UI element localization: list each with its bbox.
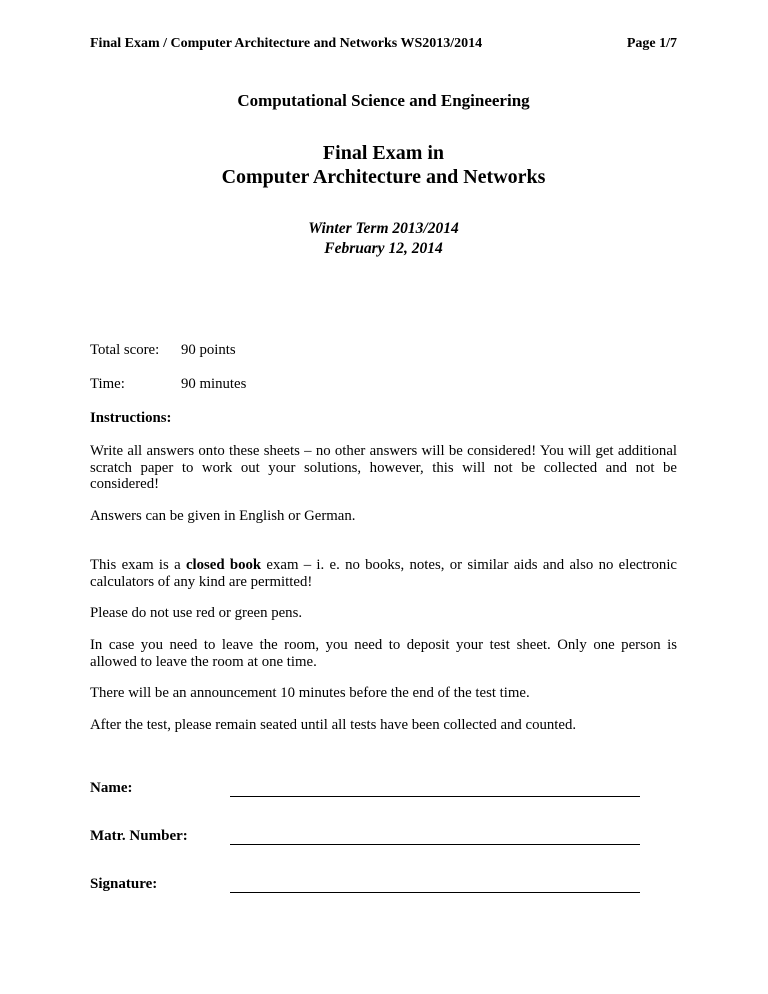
course-title: Computational Science and Engineering: [237, 91, 530, 110]
matr-number-fill-line: [230, 828, 640, 845]
matr-number-field-row: [90, 828, 677, 845]
term-block: [90, 219, 677, 259]
time-label: Time:: [90, 376, 125, 393]
signature-fill-line: [230, 876, 640, 893]
instructions-paragraph-6: There will be an announcement 10 minutes before the end of the test time.: [90, 685, 530, 702]
instructions-paragraph-2: Answers can be given in English or German.: [90, 507, 356, 524]
term-line: Winter Term 2013/2014: [308, 219, 459, 237]
exam-title: [90, 141, 677, 190]
exam-title-line1: Final Exam in: [322, 142, 445, 164]
instructions-heading: Instructions:: [90, 410, 172, 427]
signature-field-label: Signature:: [90, 876, 158, 893]
time-value: 90 minutes: [181, 376, 247, 393]
total-score-value: 90 points: [181, 342, 236, 359]
signature-fields-section: [90, 780, 677, 893]
signature-field-row: [90, 876, 677, 893]
time-row: [90, 376, 677, 393]
date-line: February 12, 2014: [324, 239, 443, 257]
page-number: Page 1/7: [626, 36, 677, 51]
instructions-paragraph-1: Write all answers onto these sheets – no other answers will be considered! You will get additional scratch paper to work out your solutions, however, this will not be collected and not be considered!: [90, 443, 677, 493]
exam-title-line2: Computer Architecture and Networks: [221, 166, 546, 189]
closed-book-prefix: This exam is a: [90, 557, 186, 574]
closed-book-suffix: exam – i. e. no books, notes, or similar aids and also no electronic calculators of any kind are permitted!: [90, 557, 678, 590]
meta-section: [90, 342, 677, 393]
total-score-row: [90, 342, 677, 359]
name-field-label: Name:: [90, 780, 133, 797]
page-header: [90, 36, 677, 52]
name-fill-line: [230, 780, 640, 797]
instructions-paragraph-5: In case you need to leave the room, you need to deposit your test sheet. Only one person is allowed to leave the room at one time.: [90, 637, 677, 670]
total-score-label: Total score:: [90, 342, 160, 359]
instructions-paragraph-7: After the test, please remain seated until all tests have been collected and counted.: [90, 716, 577, 733]
closed-book-bold: closed book: [185, 557, 262, 574]
matr-number-field-label: Matr. Number:: [90, 828, 188, 845]
instructions-paragraph-4: Please do not use red or green pens.: [90, 605, 303, 622]
name-field-row: [90, 780, 677, 797]
header-title: Final Exam / Computer Architecture and Networks WS2013/2014: [90, 36, 483, 51]
instructions-paragraph-3: [90, 557, 677, 590]
